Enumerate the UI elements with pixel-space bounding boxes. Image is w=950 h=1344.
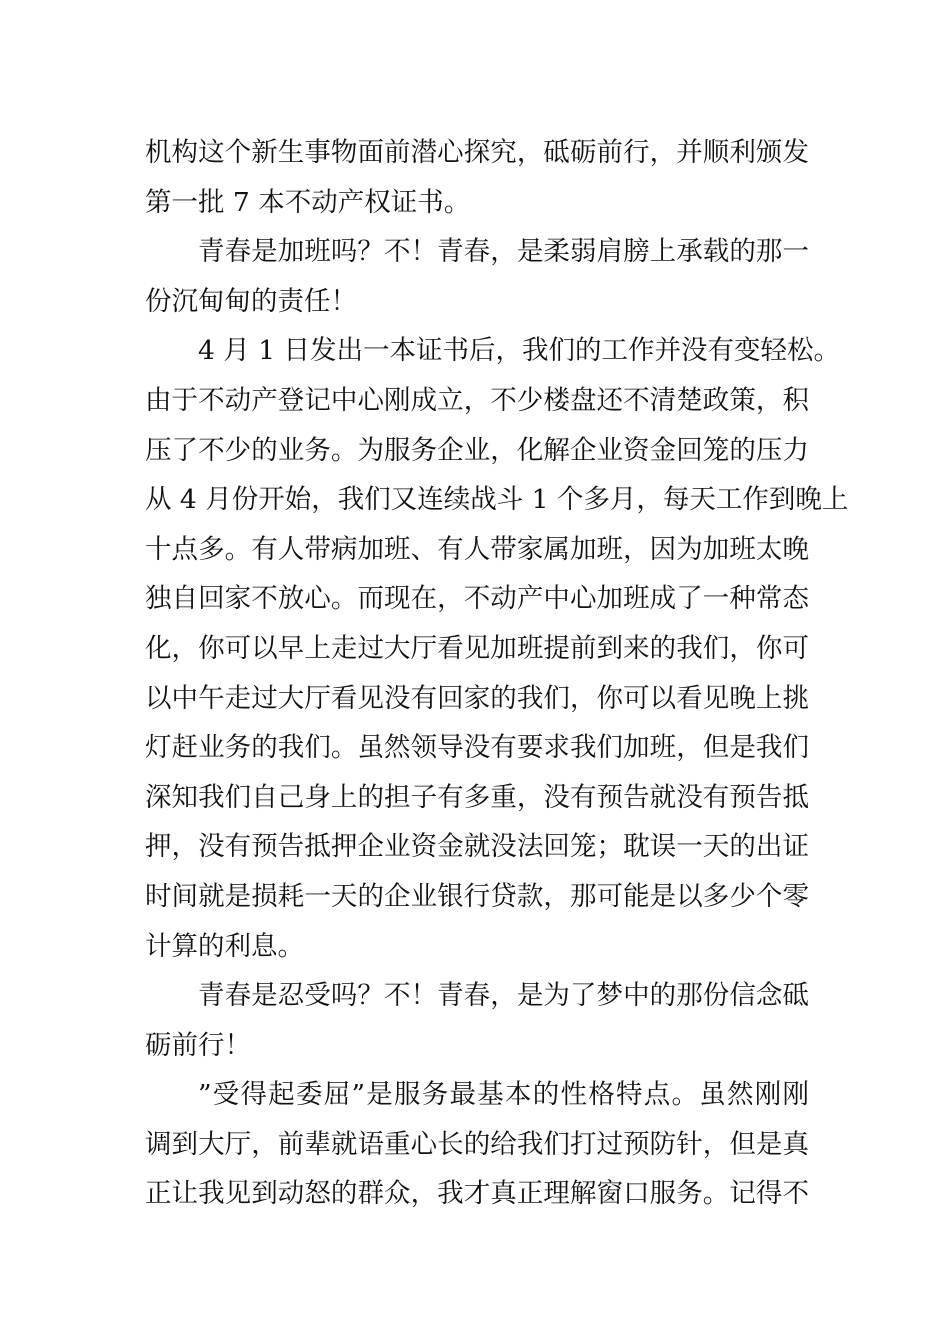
text-line: 份沉甸甸的责任！ — [145, 285, 357, 317]
document-page — [145, 128, 849, 1219]
paragraph-youth-endurance — [145, 971, 809, 1070]
text-line: 调到大厅，前辈就语重心长的给我们打过预防针，但是真 — [145, 1128, 809, 1160]
text-line: 十点多。有人带病加班、有人带家属加班，因为加班太晚 — [145, 533, 809, 565]
text-line: 押，没有预告抵押企业资金就没法回笼；耽误一天的出证 — [145, 831, 809, 863]
text-line: 灯赶业务的我们。虽然领导没有要求我们加班，但是我们 — [145, 732, 809, 764]
text-line: 4 月 1 日发出一本证书后，我们的工作并没有变轻松。 — [198, 335, 840, 367]
text-line: 正让我见到动怒的群众，我才真正理解窗口服务。记得不 — [145, 1178, 809, 1210]
paragraph-youth-overtime — [145, 227, 809, 326]
text-line: 由于不动产登记中心刚成立，不少楼盘还不清楚政策，积 — [145, 384, 809, 416]
text-line: 以中午走过大厅看见没有回家的我们，你可以看见晚上挑 — [145, 682, 809, 714]
paragraph-grievance — [145, 1070, 809, 1219]
text-line: 化，你可以早上走过大厅看见加班提前到来的我们，你可 — [145, 632, 809, 664]
paragraph-continuation — [145, 128, 809, 227]
text-line: ”受得起委屈”是服务最基本的性格特点。虽然刚刚 — [198, 1079, 809, 1111]
text-line: 独自回家不放心。而现在，不动产中心加班成了一种常态 — [145, 583, 809, 615]
text-line: 青春是加班吗？不！青春，是柔弱肩膀上承载的那一 — [198, 236, 809, 268]
text-line: 深知我们自己身上的担子有多重，没有预告就没有预告抵 — [145, 781, 809, 813]
text-line: 计算的利息。 — [145, 930, 304, 962]
paragraph-april-work — [145, 326, 849, 971]
text-line: 机构这个新生事物面前潜心探究，砥砺前行，并顺利颁发 — [145, 137, 809, 168]
text-line: 压了不少的业务。为服务企业，化解企业资金回笼的压力 — [145, 434, 809, 466]
text-line: 从 4 月份开始，我们又连续战斗 1 个多月，每天工作到晚上 — [145, 484, 849, 516]
text-line: 青春是忍受吗？不！青春，是为了梦中的那份信念砥 — [198, 980, 809, 1012]
text-line: 时间就是损耗一天的企业银行贷款，那可能是以多少个零 — [145, 880, 809, 912]
text-line: 第一批 7 本不动产权证书。 — [145, 186, 471, 218]
text-line: 砺前行！ — [145, 1029, 251, 1061]
